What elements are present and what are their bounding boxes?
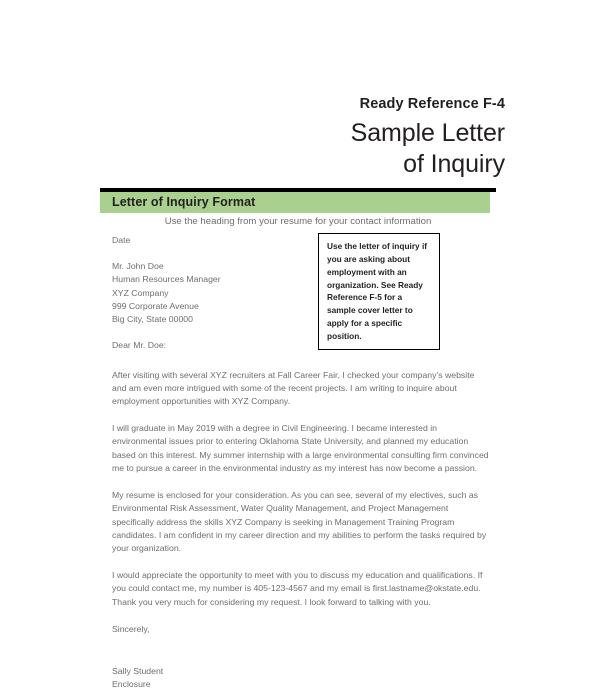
reference-kicker: Ready Reference F-4	[359, 96, 505, 112]
recipient-line: Human Resources Manager	[112, 274, 221, 285]
letter-salutation: Dear Mr. Doe:	[112, 340, 167, 351]
recipient-line: Big City, State 00000	[112, 314, 193, 325]
enclosure-note: Enclosure	[112, 679, 151, 690]
letter-paragraph: I will graduate in May 2019 with a degree in Civil Engineering. I became interested in environmental issues prior to entering Oklahoma State University, and planned my education based on this interest. My summer internship with a large environmental consulting firm convinced me to pursue a career in the environmental industry as my interest has now become a passion.	[112, 423, 489, 473]
letter-paragraph: My resume is enclosed for your consideration. As you can see, several of my electives, such as Environmental Risk Assessment, Water Quality Management, and Project Management specifically address the skills XYZ Company is seeking in Management Training Program candidates. I am confident in my career direction and my abilities to perform the tasks required by your organization.	[112, 490, 487, 553]
page-title-line1: Sample Letter	[350, 119, 505, 148]
letter-closing: Sincerely,	[112, 623, 150, 634]
recipient-line: XYZ Company	[112, 287, 169, 298]
letter-body	[112, 234, 502, 691]
page-title	[100, 118, 505, 179]
letter-paragraph: After visiting with several XYZ recruiters at Fall Career Fair, I checked your company’s website and am even more intrigued with some of the recent projects. I am writing to inquire about employment opportunities with XYZ Company.	[112, 369, 475, 406]
letter-signature-block	[112, 665, 502, 691]
letter-date: Date	[112, 235, 131, 245]
signature-name: Sally Student	[112, 666, 164, 677]
letter-paragraph: I would appreciate the opportunity to meet with you to discuss my education and qualifications. If you could contact me, my number is 405-123-4567 and my email is first.lastname@okstate.edu. Thank you very much for considering my request. I look forward to talking with you.	[112, 570, 483, 607]
recipient-line: Mr. John Doe	[112, 261, 164, 272]
recipient-line: 999 Corporate Avenue	[112, 300, 199, 311]
recipient-address	[112, 260, 502, 326]
banner-subtitle: Use the heading from your resume for your contact information	[164, 216, 432, 227]
masthead	[100, 96, 505, 179]
callout-box: Use the letter of inquiry if you are asking about employment with an organization. See Ready Reference F-5 for a sample cover letter to apply for a specific position.	[318, 233, 440, 350]
section-banner-label: Letter of Inquiry Format	[112, 195, 256, 209]
section-banner	[100, 192, 490, 213]
page-title-line2: of Inquiry	[403, 149, 505, 178]
